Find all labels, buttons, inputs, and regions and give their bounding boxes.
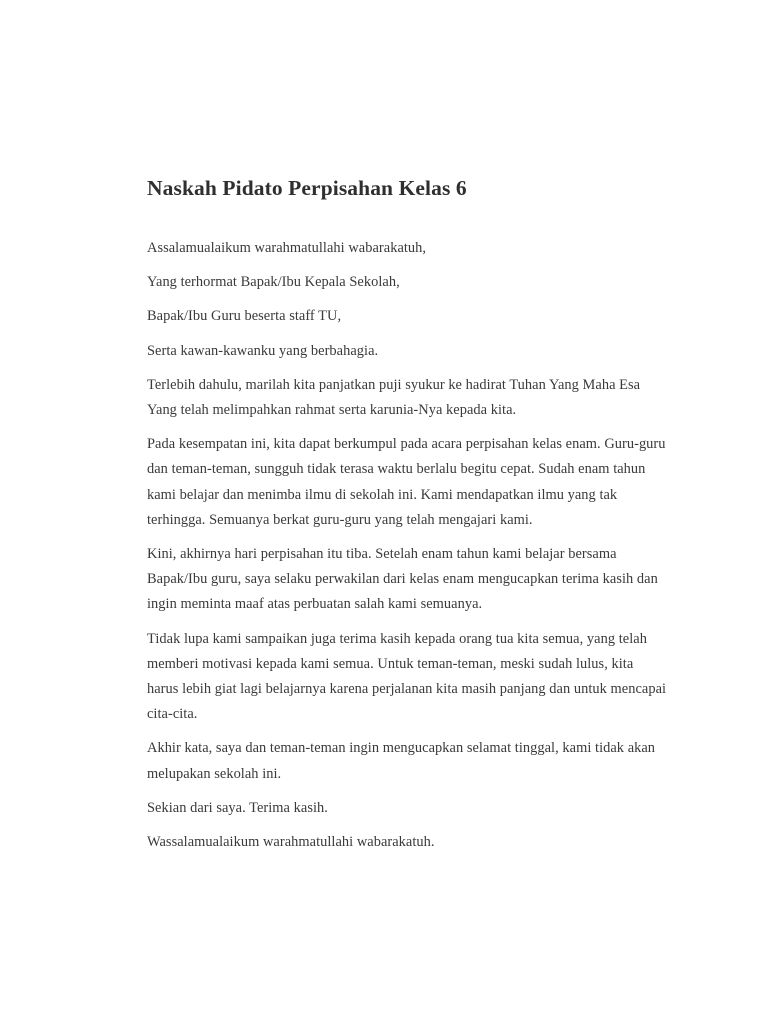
paragraph-farewell: Kini, akhirnya hari perpisahan itu tiba. Setelah enam tahun kami belajar bersama Bapak/Ibu guru, saya selaku perwakilan dari kelas enam mengucapkan terima kasih dan ingin meminta maaf atas perbuatan salah kami semuanya.: [147, 546, 658, 613]
paragraph-address-teachers: Bapak/Ibu Guru beserta staff TU,: [147, 308, 342, 325]
paragraph-occasion: Pada kesempatan ini, kita dapat berkumpul pada acara perpisahan kelas enam. Guru-guru dan teman-teman, sungguh tidak terasa waktu berlalu begitu cepat. Sudah enam tahun kami belajar dan menimba ilmu di sekolah ini. Kami mendapatkan ilmu yang tak terhingga. Semuanya berkat guru-guru yang telah mengajari kami.: [147, 436, 666, 528]
paragraph-thank-you: Sekian dari saya. Terima kasih.: [147, 799, 328, 816]
paragraph-greeting: Assalamualaikum warahmatullahi wabarakatuh,: [147, 240, 427, 256]
document-body: [147, 236, 667, 855]
paragraph-closing-words: Akhir kata, saya dan teman-teman ingin mengucapkan selamat tinggal, kami tidak akan melupakan sekolah ini.: [147, 740, 656, 782]
paragraph-address-friends: Serta kawan-kawanku yang berbahagia.: [147, 342, 379, 359]
paragraph-gratitude: Terlebih dahulu, marilah kita panjatkan puji syukur ke hadirat Tuhan Yang Maha Esa Yang telah melimpahkan rahmat serta karunia-Nya kepada kita.: [147, 376, 641, 419]
paragraph-thanks-parents: Tidak lupa kami sampaikan juga terima kasih kepada orang tua kita semua, yang telah memberi motivasi kepada kami semua. Untuk teman-teman, meski sudah lulus, kita harus lebih giat lagi belajarnya karena perjalanan kita masih panjang dan untuk mencapai cita-cita.: [147, 630, 667, 723]
document-title: Naskah Pidato Perpisahan Kelas 6: [147, 176, 467, 200]
document-page: [147, 173, 667, 864]
paragraph-address-principal: Yang terhormat Bapak/Ibu Kepala Sekolah,: [147, 274, 400, 291]
paragraph-closing-greeting: Wassalamualaikum warahmatullahi wabarakatuh.: [147, 834, 435, 851]
